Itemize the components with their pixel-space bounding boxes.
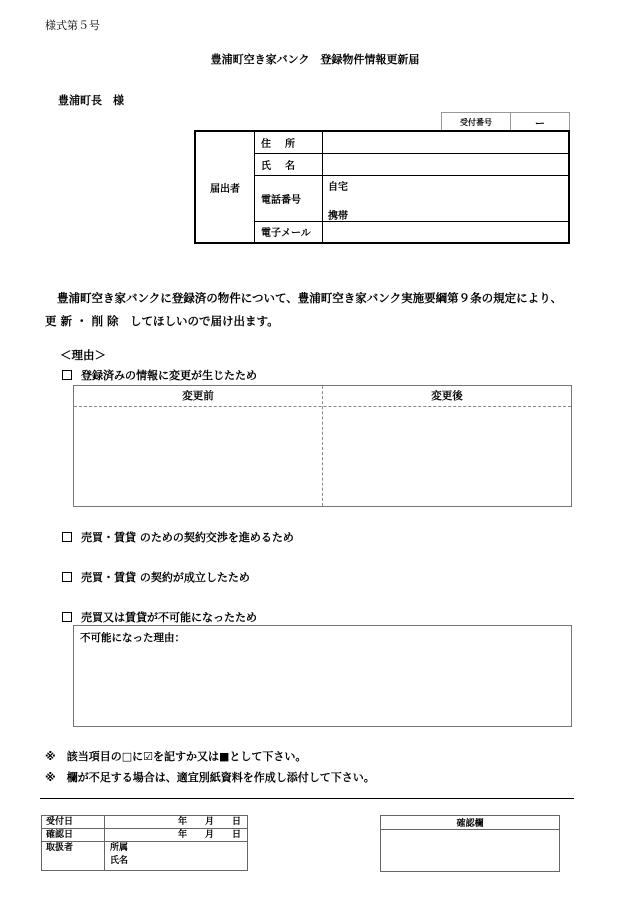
document-title: 豊浦町空き家バンク 登録物件情報更新届	[210, 53, 420, 66]
checkbox-icon[interactable]	[62, 612, 72, 622]
confirmed-date-field[interactable]: 年 月 日	[105, 829, 248, 842]
email-label: 電子メール	[255, 221, 323, 243]
handler-name-label: 氏名	[110, 856, 129, 866]
receipt-number-value[interactable]: ー	[511, 113, 570, 132]
option-label: 売買・賃貸 のための契約交渉を進めるため	[81, 531, 294, 544]
option-negotiation[interactable]	[62, 529, 294, 545]
option-impossible[interactable]	[62, 609, 257, 625]
home-phone-label: 自宅	[328, 181, 348, 193]
handler-label: 取扱者	[42, 842, 105, 871]
applicant-group-label: 届出者	[195, 131, 255, 243]
phone-label: 電話番号	[255, 175, 323, 221]
divider	[40, 798, 574, 799]
option-label: 売買又は賃貸が不可能になったため	[81, 611, 257, 624]
option-info-changed[interactable]	[62, 367, 257, 383]
impossible-reason-label: 不可能になった理由：	[80, 632, 185, 644]
office-use-table	[41, 815, 248, 871]
address-label: 住所	[261, 138, 309, 150]
confirmed-date-label: 確認日	[42, 829, 105, 842]
receipt-number-box	[441, 112, 570, 132]
after-change-field[interactable]	[323, 407, 571, 506]
option-label: 売買・賃貸 の契約が成立したため	[81, 571, 250, 584]
impossible-reason-field[interactable]	[73, 625, 572, 727]
checkbox-icon[interactable]	[62, 532, 72, 542]
confirmation-label: 確認欄	[381, 816, 560, 830]
before-change-header: 変更前	[182, 390, 214, 402]
received-date-label: 受付日	[42, 816, 105, 829]
reason-heading: ＜理由＞	[60, 348, 106, 362]
form-number: 様式第５号	[45, 19, 100, 32]
phone-field[interactable]	[323, 175, 570, 221]
applicant-table	[194, 130, 570, 244]
receipt-number-label: 受付番号	[442, 113, 511, 132]
name-field[interactable]	[323, 153, 570, 175]
after-change-header: 変更後	[431, 390, 463, 402]
checkbox-icon[interactable]	[62, 572, 72, 582]
received-date-field[interactable]: 年 月 日	[105, 816, 248, 829]
mobile-phone-label: 携帯	[328, 210, 348, 222]
email-field[interactable]	[323, 221, 570, 243]
note-checkbox-instruction: ※ 該当項目の□に☑を記すか又は■として下さい。	[45, 750, 307, 763]
option-contracted[interactable]	[62, 569, 250, 585]
handler-field[interactable]	[105, 842, 248, 871]
option-label: 登録済みの情報に変更が生じたため	[81, 369, 257, 382]
department-label: 所属	[110, 843, 129, 853]
note-attachment-instruction: ※ 欄が不足する場合は、適宜別紙資料を作成し添付して下さい。	[45, 771, 375, 784]
name-label: 氏名	[261, 160, 309, 172]
address-field[interactable]	[323, 131, 570, 153]
change-table	[73, 385, 572, 507]
checkbox-icon[interactable]	[62, 370, 72, 380]
before-change-field[interactable]	[74, 407, 321, 506]
addressee: 豊浦町長 様	[58, 94, 124, 107]
declaration-text: 豊浦町空き家バンクに登録済の物件について、豊浦町空き家バンク実施要綱第９条の規定により、 更 新 ・ 削 除 してほしいので届け出ます。	[45, 291, 568, 328]
confirmation-box	[380, 815, 560, 872]
confirmation-field[interactable]	[381, 830, 560, 872]
